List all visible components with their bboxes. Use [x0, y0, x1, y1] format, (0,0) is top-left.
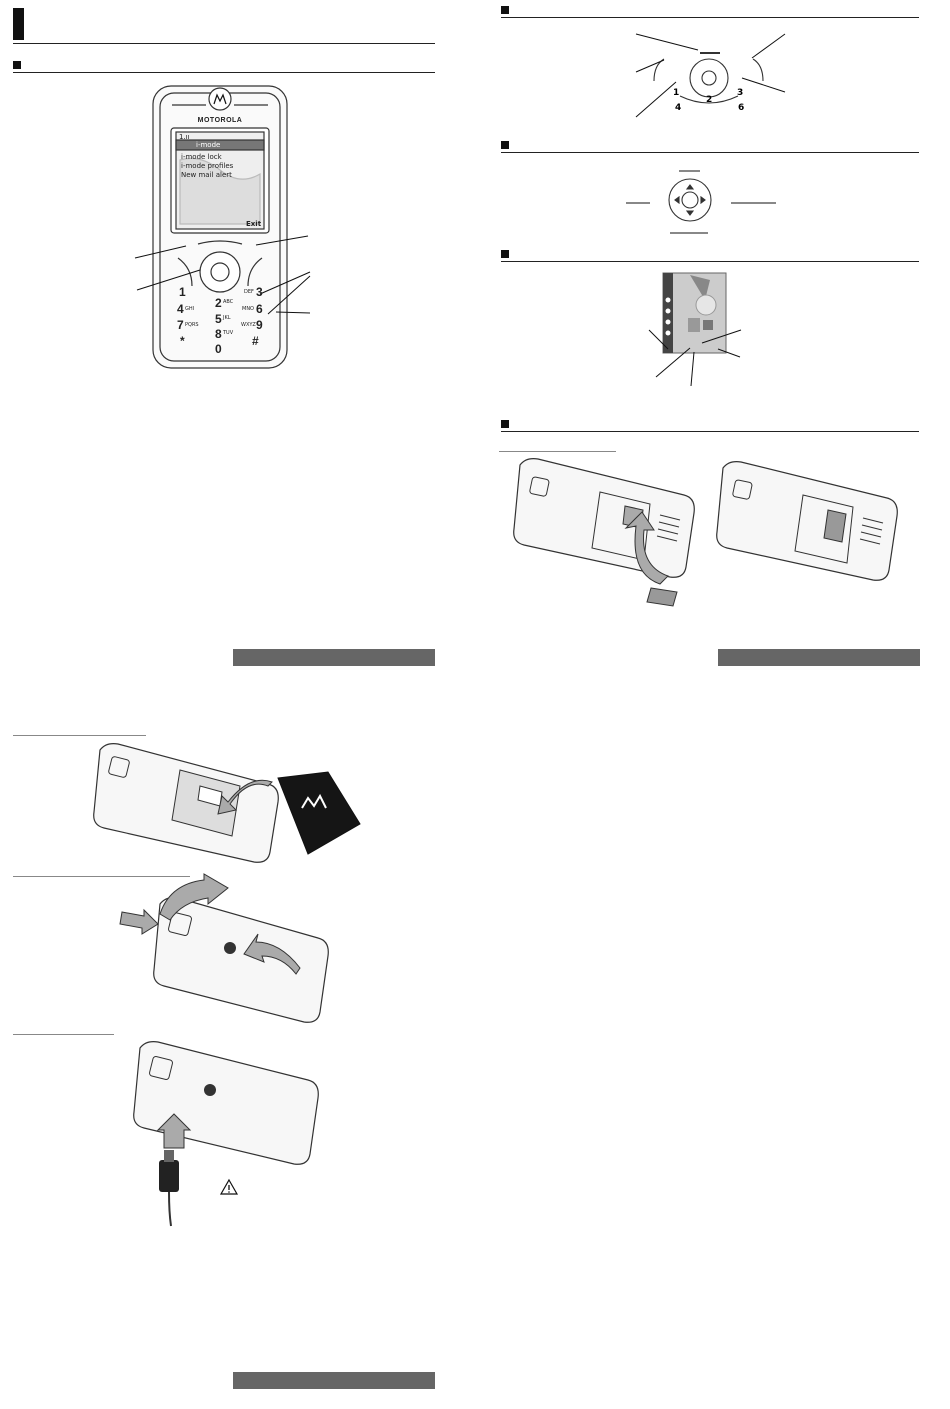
svg-text:6: 6 — [738, 103, 745, 113]
svg-text:1: 1 — [673, 88, 680, 98]
screen-menu-item-2: i-mode profiles — [181, 162, 234, 170]
key-8-letters: TUV — [223, 330, 234, 336]
phone-brand: MOTOROLA — [197, 117, 243, 124]
key-6: 6 — [256, 302, 263, 316]
screen-softkey-right: Exit — [246, 220, 262, 228]
key-4-letters: GHI — [185, 306, 195, 312]
svg-text:4: 4 — [675, 103, 682, 113]
key-0: 0 — [215, 342, 222, 356]
screen-menu-title: i-mode — [196, 141, 221, 149]
screen-status: 1.ıı — [179, 133, 190, 141]
key-2-letters: ABC — [223, 299, 234, 305]
warning-icon — [221, 1180, 237, 1194]
key-7: 7 — [177, 318, 184, 332]
key-3: 3 — [256, 285, 263, 299]
key-star: * — [180, 334, 185, 348]
key-1: 1 — [179, 285, 186, 299]
key-hash: # — [252, 334, 259, 348]
svg-text:3: 3 — [737, 88, 744, 98]
screen-menu-item-3: New mail alert — [181, 171, 232, 179]
key-8: 8 — [215, 327, 222, 341]
key-7-letters: PQRS — [185, 322, 199, 328]
key-5-letters: JKL — [223, 315, 231, 321]
key-9: 9 — [256, 318, 263, 332]
footer-bar-left-bottom — [233, 1372, 435, 1389]
key-9-letters: WXYZ — [241, 322, 256, 328]
key-6-letters: MNO — [242, 306, 254, 312]
key-3-letters: DEF — [244, 289, 254, 295]
screen-menu-item-1: i-mode lock — [181, 153, 222, 161]
svg-text:2: 2 — [706, 95, 713, 105]
key-5: 5 — [215, 312, 222, 326]
key-2: 2 — [215, 296, 222, 310]
key-4: 4 — [177, 302, 184, 316]
